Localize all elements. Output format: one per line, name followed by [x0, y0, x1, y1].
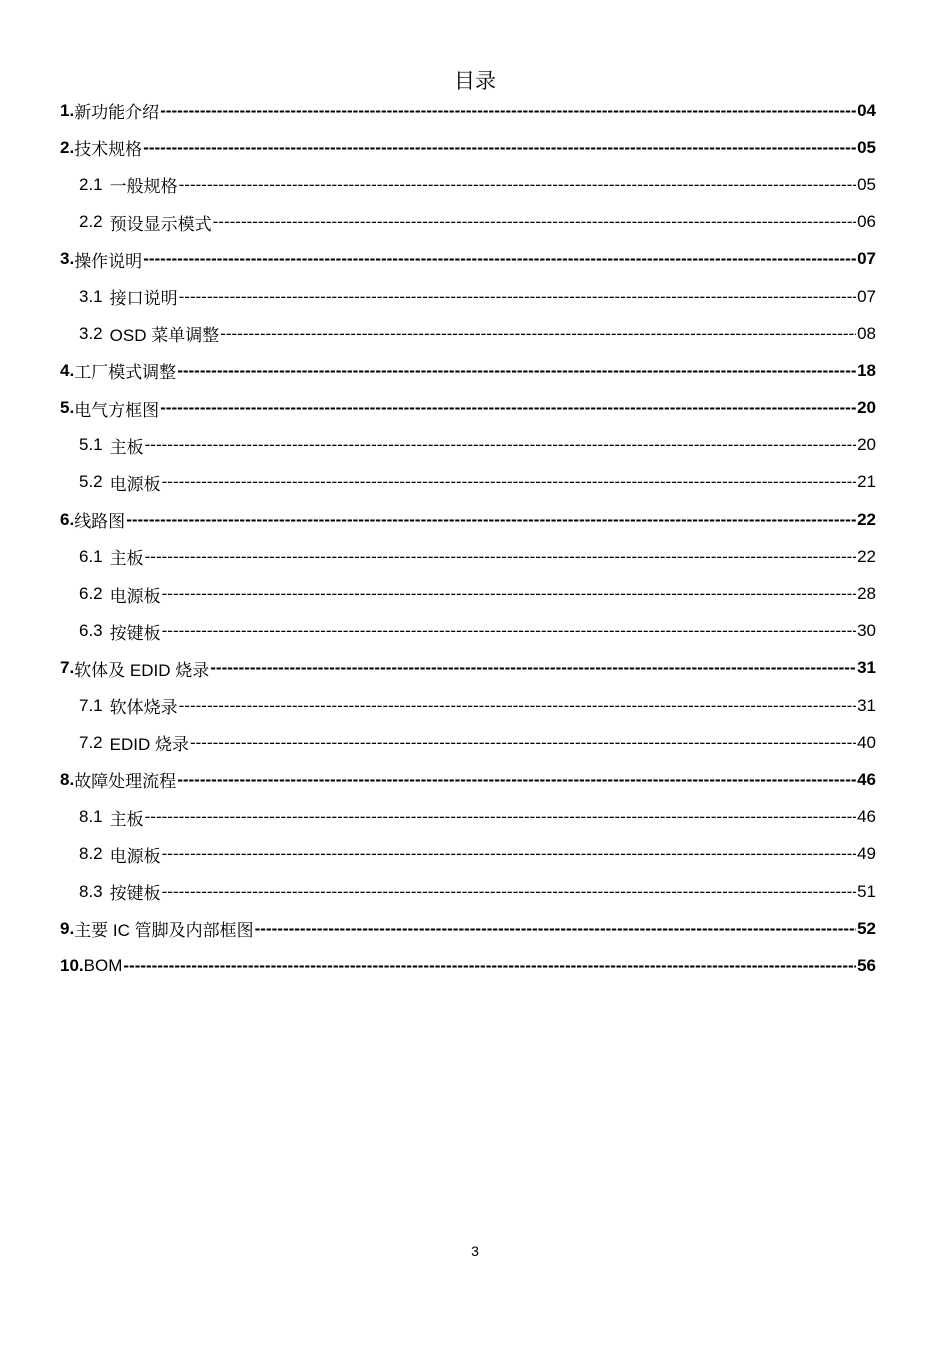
toc-entry-number: 8. [60, 769, 75, 789]
toc-subsection[interactable] [60, 724, 876, 761]
toc-subsection[interactable] [60, 278, 876, 315]
toc-entry-number: 6.1 [79, 546, 103, 566]
toc-entry-number: 8.1 [79, 807, 103, 827]
toc-entry-title: 预设显示模式 [109, 214, 212, 234]
toc-leader-dashes [210, 658, 856, 678]
toc-entry-number: 1. [60, 100, 75, 120]
toc-section[interactable] [60, 650, 876, 687]
toc-entry-number: 2. [60, 137, 75, 157]
toc-entry-title: 主板 [109, 549, 144, 569]
toc-entry-page: 52 [857, 918, 876, 938]
toc-section[interactable] [60, 761, 876, 798]
toc-entry-page: 31 [857, 695, 876, 715]
toc-entry-page: 20 [857, 398, 876, 418]
toc-entry-number: 3.2 [79, 323, 103, 343]
toc-leader-dashes [123, 956, 856, 976]
toc-entry-title: 按键板 [109, 623, 161, 643]
toc-leader-dashes [145, 547, 856, 567]
toc-entry-page: 30 [857, 621, 876, 641]
toc-leader-dashes [145, 435, 856, 455]
toc-subsection[interactable] [60, 538, 876, 575]
toc-section[interactable] [60, 241, 876, 278]
toc-entry-page: 22 [857, 509, 876, 529]
toc-entry-title: 软体烧录 [109, 698, 178, 718]
toc-leader-dashes [177, 361, 856, 381]
toc-subsection[interactable] [60, 687, 876, 724]
toc-entry-page: 46 [857, 807, 876, 827]
toc-entry-page: 56 [857, 955, 876, 975]
toc-entry-title: 电气方框图 [74, 400, 160, 420]
toc-entry-title: 主板 [109, 437, 144, 457]
toc-entry-title: 故障处理流程 [74, 772, 177, 792]
toc-entry-title: 接口说明 [109, 289, 178, 309]
toc-section[interactable] [60, 910, 876, 947]
toc-entry-title: 技术规格 [74, 140, 143, 160]
toc-entry-title: 按键板 [109, 884, 161, 904]
toc-entry-page: 05 [857, 174, 876, 194]
toc-leader-dashes [177, 770, 856, 790]
toc-entry-page: 05 [857, 137, 876, 157]
toc-subsection[interactable] [60, 575, 876, 612]
toc-entry-page: 07 [857, 249, 876, 269]
toc-leader-dashes [179, 287, 856, 307]
toc-entry-title: 线路图 [74, 512, 126, 532]
toc-leader-dashes [162, 472, 856, 492]
toc-entry-number: 4. [60, 360, 75, 380]
toc-entry-title: 电源板 [109, 586, 161, 606]
toc-leader-dashes [179, 696, 856, 716]
toc-title: 目录 [454, 69, 496, 93]
toc-entry-page: 31 [857, 658, 876, 678]
toc-entry-page: 40 [857, 732, 876, 752]
table-of-contents [60, 92, 876, 985]
toc-subsection[interactable] [60, 464, 876, 501]
toc-entry-number: 5. [60, 398, 75, 418]
toc-entry-title: 一般规格 [109, 177, 178, 197]
toc-entry-page: 28 [857, 584, 876, 604]
toc-subsection[interactable] [60, 799, 876, 836]
toc-leader-dashes [162, 584, 856, 604]
toc-section[interactable] [60, 947, 876, 984]
toc-entry-title: 工厂模式调整 [74, 363, 177, 383]
toc-leader-dashes [179, 175, 856, 195]
toc-entry-title: 操作说明 [74, 251, 143, 271]
toc-entry-number: 7.2 [79, 732, 103, 752]
toc-subsection[interactable] [60, 836, 876, 873]
toc-entry-number: 9. [60, 918, 75, 938]
toc-leader-dashes [162, 844, 856, 864]
toc-leader-dashes [220, 324, 856, 344]
toc-section[interactable] [60, 129, 876, 166]
toc-entry-title: 电源板 [109, 474, 161, 494]
toc-section[interactable] [60, 501, 876, 538]
toc-entry-page: 08 [857, 323, 876, 343]
toc-entry-page: 21 [857, 472, 876, 492]
toc-leader-dashes [162, 621, 856, 641]
toc-entry-title: OSD 菜单调整 [109, 326, 220, 346]
toc-section[interactable] [60, 352, 876, 389]
toc-subsection[interactable] [60, 315, 876, 352]
toc-subsection[interactable] [60, 613, 876, 650]
toc-leader-dashes [160, 398, 856, 418]
toc-entry-number: 7.1 [79, 695, 103, 715]
toc-entry-page: 07 [857, 286, 876, 306]
toc-leader-dashes [143, 249, 856, 269]
toc-entry-title: 新功能介绍 [74, 103, 160, 123]
toc-subsection[interactable] [60, 427, 876, 464]
toc-entry-number: 2.2 [79, 212, 103, 232]
toc-leader-dashes [126, 510, 856, 530]
toc-leader-dashes [255, 919, 856, 939]
toc-section[interactable] [60, 390, 876, 427]
toc-entry-title: 电源板 [109, 846, 161, 866]
page-number: 3 [471, 1243, 479, 1259]
toc-entry-page: 06 [857, 212, 876, 232]
toc-entry-number: 6.3 [79, 621, 103, 641]
toc-entry-number: 10. [60, 955, 84, 975]
toc-entry-number: 8.2 [79, 844, 103, 864]
toc-entry-title: 主板 [109, 809, 144, 829]
toc-entry-title: 主要 IC 管脚及内部框图 [74, 921, 254, 941]
toc-entry-page: 49 [857, 844, 876, 864]
toc-entry-number: 3.1 [79, 286, 103, 306]
toc-entry-title: EDID 烧录 [109, 735, 189, 755]
toc-entry-number: 3. [60, 249, 75, 269]
toc-entry-page: 46 [857, 769, 876, 789]
toc-leader-dashes [160, 101, 856, 121]
toc-subsection[interactable] [60, 166, 876, 203]
toc-entry-page: 22 [857, 546, 876, 566]
toc-entry-number: 2.1 [79, 174, 103, 194]
toc-subsection[interactable] [60, 204, 876, 241]
toc-entry-number: 8.3 [79, 881, 103, 901]
toc-entry-page: 04 [857, 100, 876, 120]
toc-entry-number: 5.2 [79, 472, 103, 492]
toc-leader-dashes [190, 733, 856, 753]
toc-entry-page: 18 [857, 360, 876, 380]
toc-entry-page: 20 [857, 435, 876, 455]
toc-leader-dashes [145, 807, 856, 827]
toc-entry-title: BOM [83, 955, 123, 975]
toc-leader-dashes [213, 212, 856, 232]
toc-entry-page: 51 [857, 881, 876, 901]
toc-entry-number: 6.2 [79, 584, 103, 604]
toc-entry-number: 6. [60, 509, 75, 529]
toc-leader-dashes [143, 138, 856, 158]
toc-entry-title: 软体及 EDID 烧录 [74, 660, 210, 680]
toc-leader-dashes [162, 882, 856, 902]
toc-entry-number: 7. [60, 658, 75, 678]
toc-section[interactable] [60, 92, 876, 129]
toc-entry-number: 5.1 [79, 435, 103, 455]
toc-subsection[interactable] [60, 873, 876, 910]
